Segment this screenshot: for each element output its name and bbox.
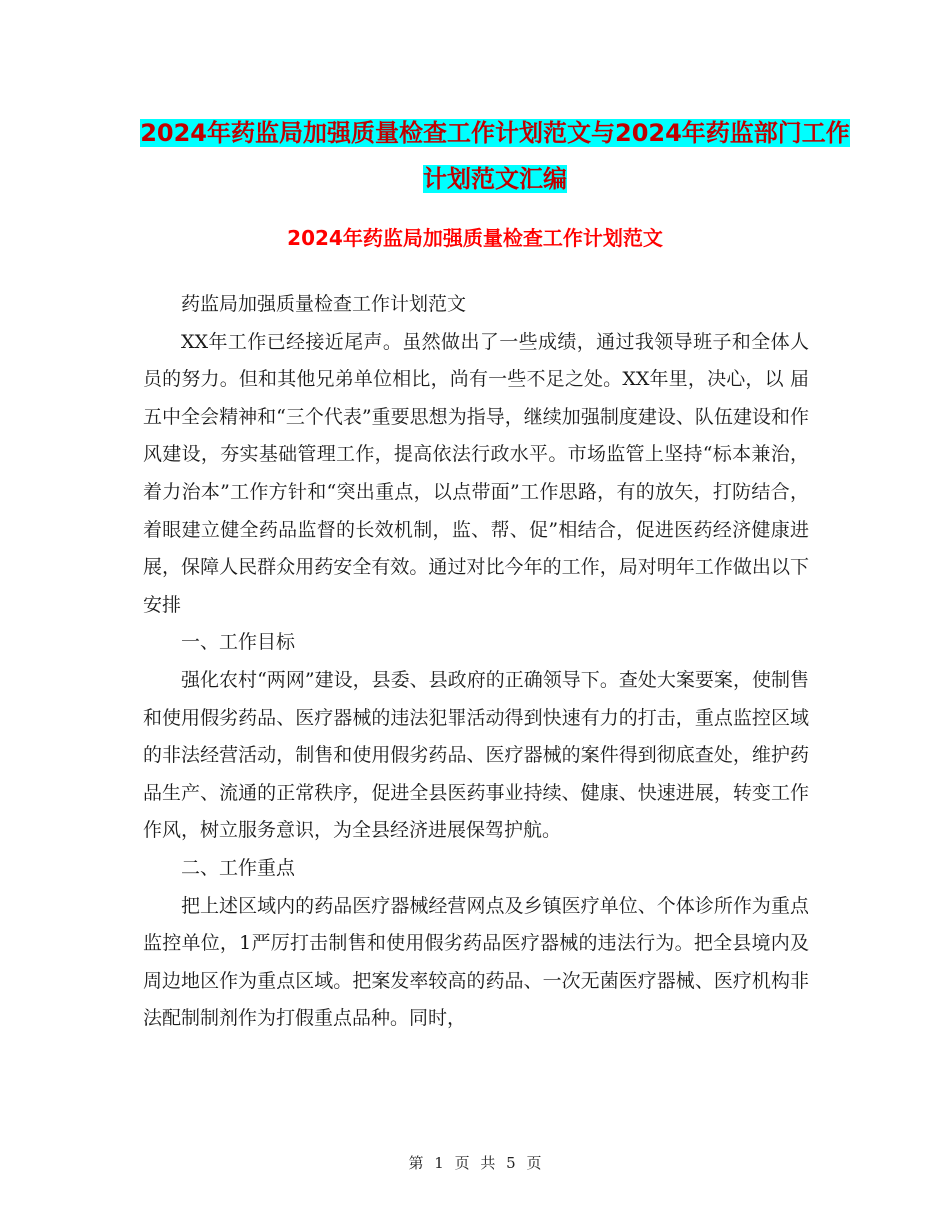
document-body — [143, 286, 809, 1038]
heading-work-focus: 二、工作重点 — [181, 856, 296, 879]
paragraph: 把上述区域内的药品医疗器械经营网点及乡镇医疗单位、个体诊所作为重点监控单位，1严厉打击制售和使用假劣药品医疗器械的违法行为。把全县境内及周边地区作为重点区域。把案发率较高的药品、一次无菌医疗器械、医疗机构非法配制制剂作为打假重点品种。同时， — [143, 894, 809, 1030]
section-title: 2024年药监局加强质量检查工作计划范文 — [287, 226, 663, 250]
page-footer: 第 1 页 共 5 页 — [408, 1154, 542, 1172]
heading-work-goals: 一、工作目标 — [181, 631, 296, 654]
paragraph: XX年工作已经接近尾声。虽然做出了一些成绩，通过我领导班子和全体人员的努力。但和其他兄弟单位相比，尚有一些不足之处。XX年里，决心，以 届五中全会精神和“三个代表”重要思想为指导，继续加强制度建设、队伍建设和作风建设，夯实基础管理工作，提高依法行政水平。市场监管上坚持“标本兼治，着力治本”工作方针和“突出重点，以点带面”工作思路，有的放矢，打防结合，着眼建立健全药品监督的长效机制，监、帮、促”相结合，促进医药经济健康进展，保障人民群众用药安全有效。通过对比今年的工作，局对明年工作做出以下安排 — [143, 330, 809, 616]
paragraph: 强化农村“两网”建设，县委、县政府的正确领导下。查处大案要案，使制售和使用假劣药品、医疗器械的违法犯罪活动得到快速有力的打击，重点监控区域的非法经营活动，制售和使用假劣药品、医疗器械的案件得到彻底查处，维护药品生产、流通的正常秩序，促进全县医药事业持续、健康、快速进展，转变工作作风，树立服务意识，为全县经济进展保驾护航。 — [143, 668, 809, 842]
main-title-text: 2024年药监局加强质量检查工作计划范文与2024年药监部门工作计划范文汇编 — [140, 119, 850, 193]
paragraph: 药监局加强质量检查工作计划范文 — [181, 293, 467, 315]
document-main-title — [140, 110, 850, 202]
